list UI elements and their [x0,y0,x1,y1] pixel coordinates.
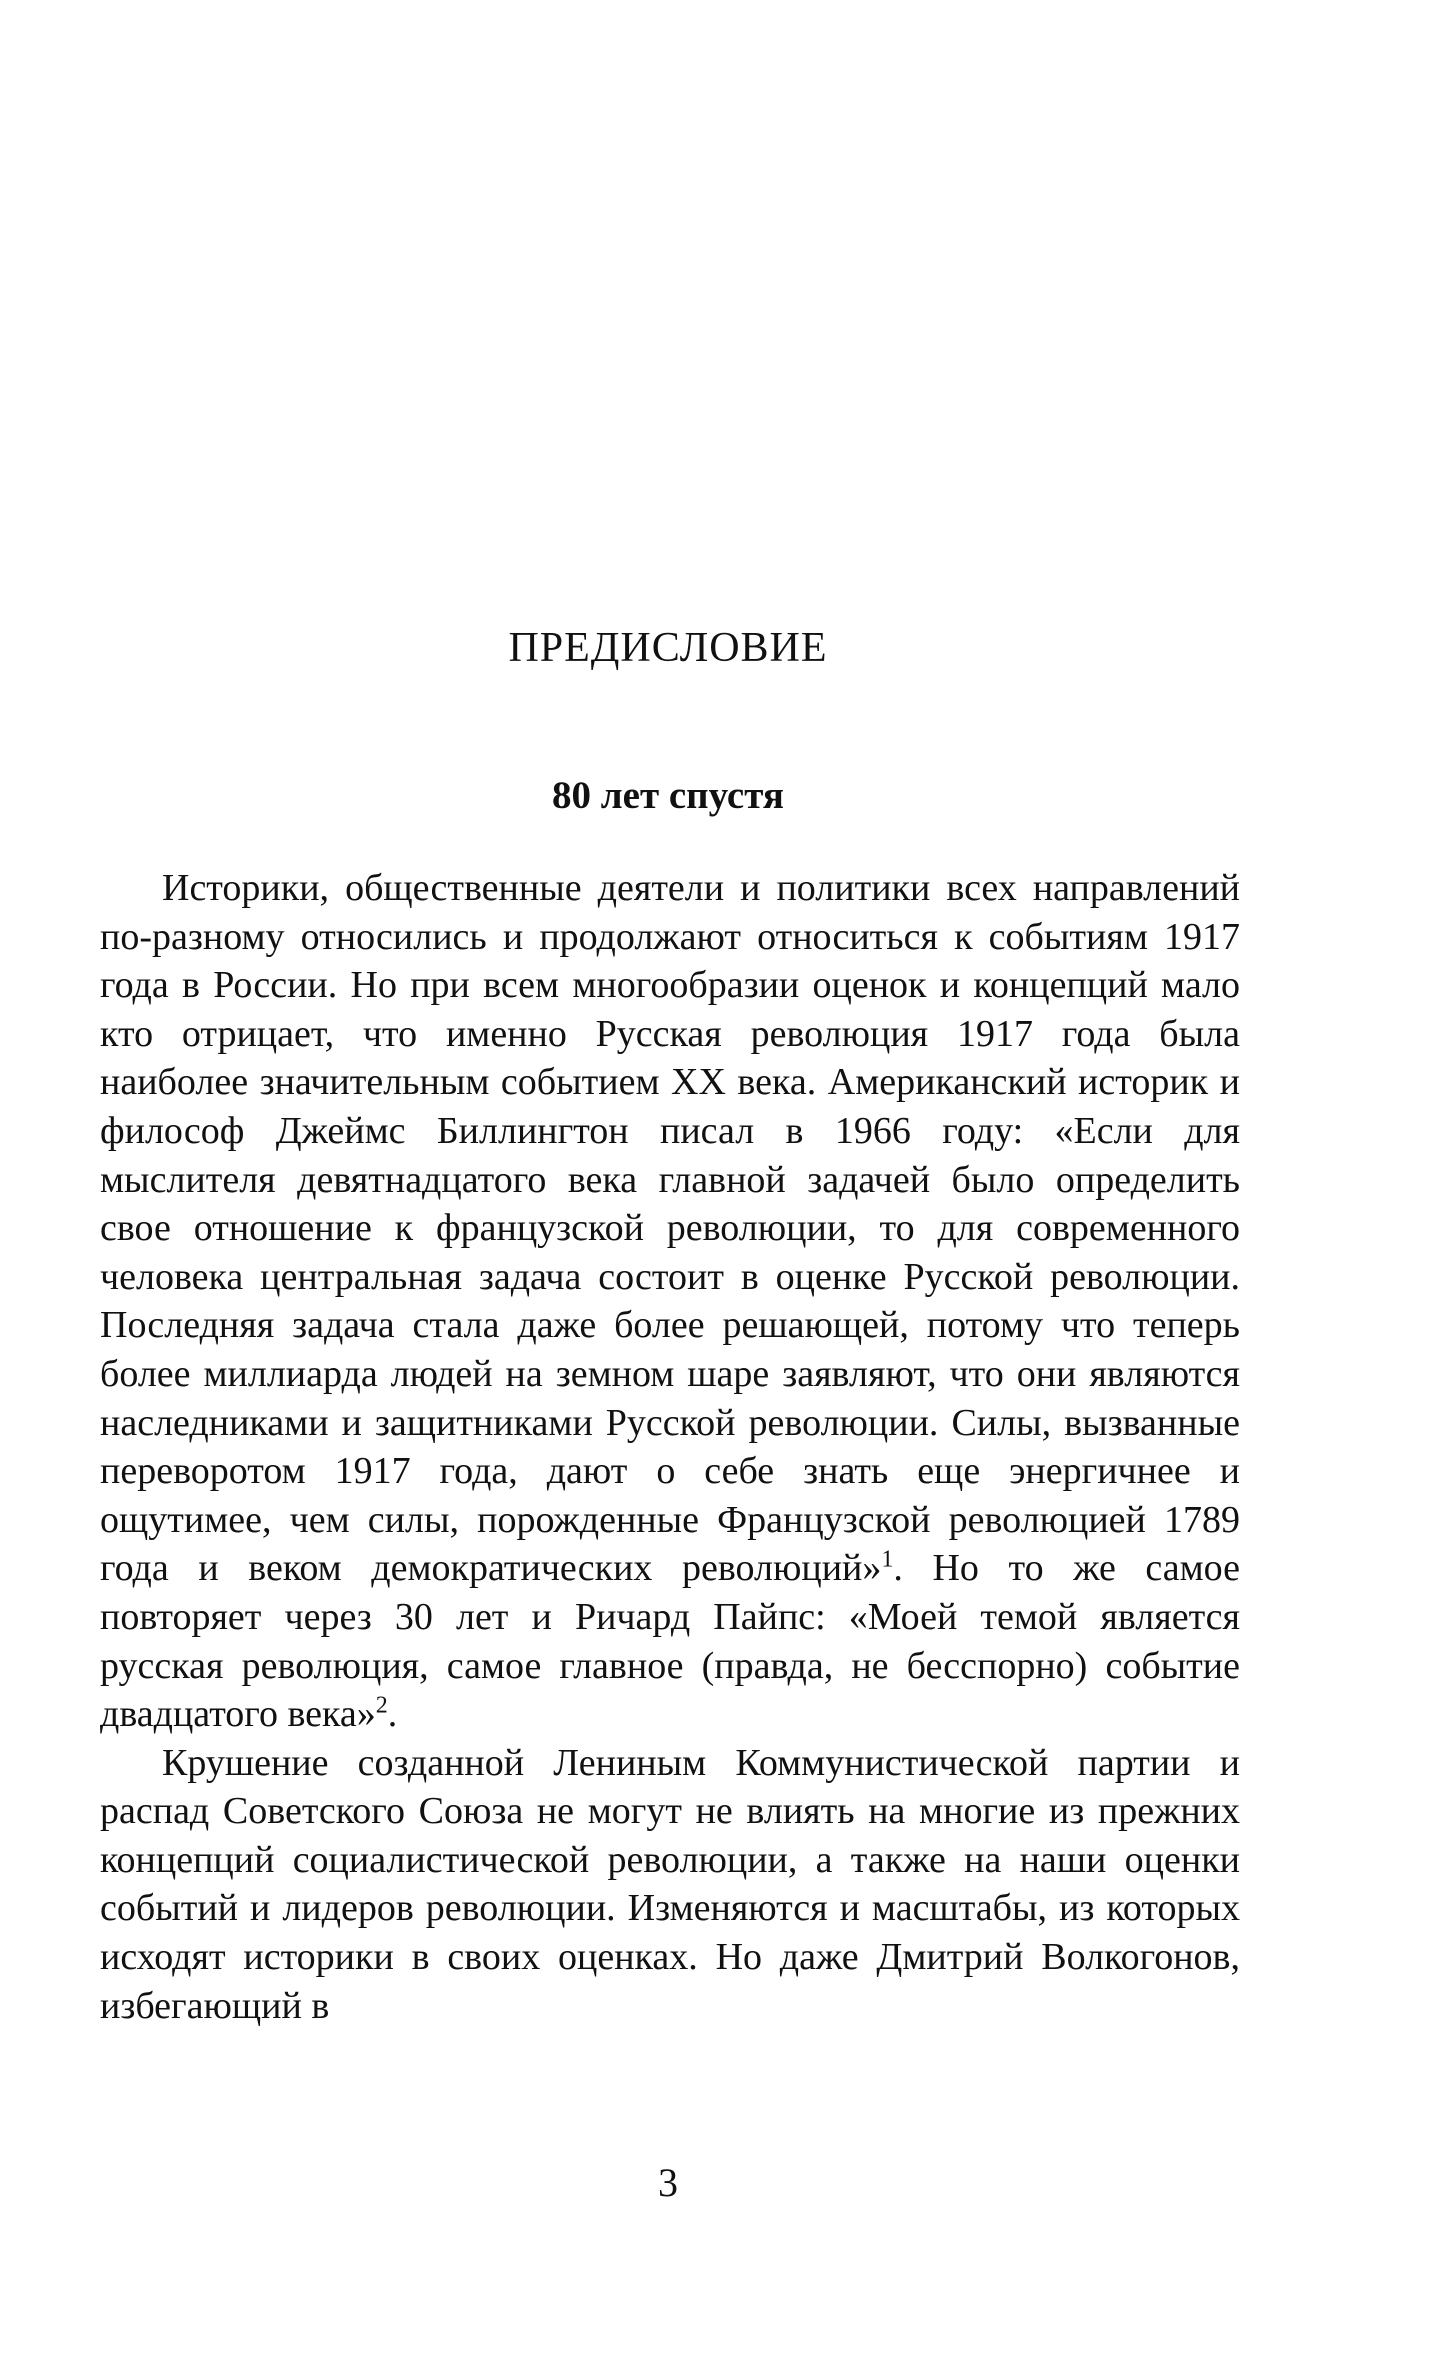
footnote-ref-1: 1 [881,1546,894,1573]
paragraph-2: Крушение созданной Лениным Коммунистической партии и распад Советского Союза не могут не влиять на многие из прежних концепций социалистической революции, а также на наши оценки событий и лидеров революции. Изменяются и масштабы, из которых исходят историки в своих оценках. Но даже Дмитрий Волкогонов, избегающий в [100,1741,1240,2027]
body-text [100,864,1240,2030]
footnote-ref-2: 2 [375,1692,388,1719]
page-title: ПРЕДИСЛОВИЕ [508,625,828,671]
paragraph-1-text-b: . Но то же самое повторяет через 30 лет и Ричард Пайпс: «Моей темой является русская революция, самое главное (правда, не бесспорно) событие двадцатого века» [100,1547,1240,1736]
paragraph-1-text-c: . [387,1693,398,1736]
paragraph-1 [100,864,1240,1739]
page-number: 3 [658,2160,678,2205]
paragraph-1-text-a: Историки, общественные деятели и политики всех направлений по-разному относились и продолжают относиться к событиям 1917 года в России. Но при всем многообразии оценок и концепций мало кто отрицает, что именно Русская революция 1917 года была наиболее значительным событием XX века. Американский историк и философ Джеймс Биллингтон писал в 1966 году: «Если для мыслителя девятнадцатого века главной задачей было определить свое отношение к французской революции, то для современного человека центральная задача состоит в оценке Русской революции. Последняя задача стала даже более решающей, потому что теперь более миллиарда людей на земном шаре заявляют, что они являются наследниками и защитниками Русской революции. Силы, вызванные переворотом 1917 года, дают о себе знать еще энергичнее и ощутимее, чем силы, порожденные Французской революцией 1789 года и веком демократических революций» [100,867,1240,1590]
section-title: 80 лет спустя [552,774,784,817]
